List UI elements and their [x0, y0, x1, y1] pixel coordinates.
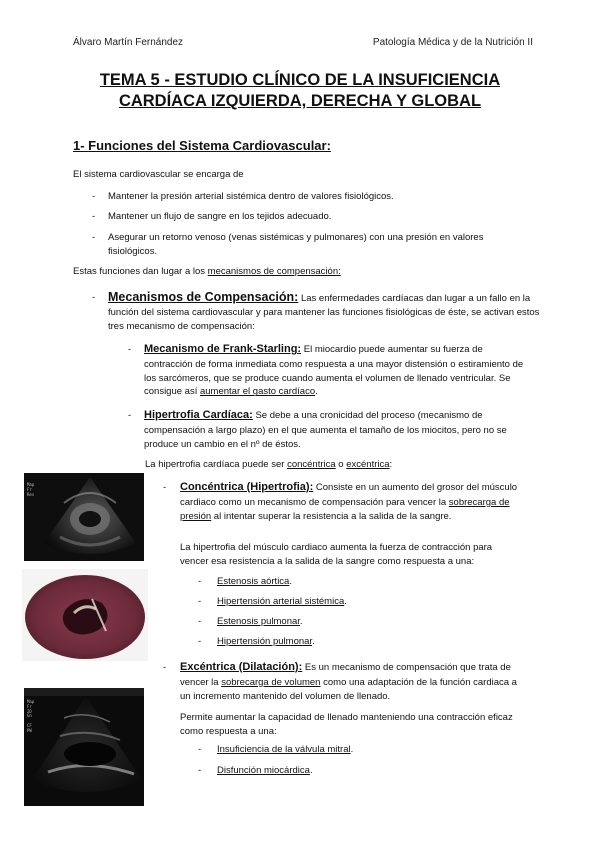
concentric-para: La hipertrofia del músculo cardiaco aumenta la fuerza de contracción para vencer esa resistencia a la salida de la sangre como respuesta a una: [180, 542, 493, 567]
frank-starling-heading: Mecanismo de Frank-Starling: [144, 343, 302, 355]
section-heading: 1- Funciones del Sistema Cardiovascular: [73, 138, 331, 153]
title-line-1: TEMA 5 - ESTUDIO CLÍNICO DE LA INSUFICIENCIA [99, 71, 501, 89]
echocardiogram-image: Map Fr 2D Gn CF PW [24, 688, 144, 806]
concentric-heading: Concéntrica (Hipertrofia): [180, 481, 314, 493]
section-intro: El sistema cardiovascular se encarga de [73, 169, 244, 180]
mechanisms-heading: Mecanismos de Compensación: [108, 290, 299, 304]
section-outro: Estas funciones dan lugar a los mecanismos de compensación: [73, 266, 341, 277]
hypertrophy-types: La hipertrofia cardíaca puede ser concéntrica o excéntrica: [145, 459, 393, 470]
mechanisms-text: Las enfermedades cardíacas dan lugar a un fallo en la función del sistema cardiovascular y para mantener las funciones fisiológicas de éste, se activan estos tres mecanismo de compensación: [108, 293, 540, 332]
echocardiogram-image: Map Fr Res [24, 473, 144, 561]
frank-starling-block: - Mecanismo de Frank-Starling: El miocardio puede aumentar su fuerza de contracción de forma inmediata como respuesta a una mayor distensión o estiramiento de los sarcómeros, que se produce cuando aumenta el volumen de llenado ventricular. Se consigue así aumentar el gasto cardíaco. [128, 343, 524, 398]
header-course: Patología Médica y de la Nutrición II [372, 37, 533, 48]
list-item: - Disfunción miocárdica. [198, 765, 313, 776]
list-item: - Hipertensión arterial sistémica. [198, 596, 347, 607]
concentric-block: - Concéntrica (Hipertrofia): Consiste en un aumento del grosor del músculo cardiaco como un mecanismo de compensación para vencer la sobrecarga de presión al intentar superar la resistencia a la salida de la sangre. [163, 481, 518, 522]
list-item: - Estenosis pulmonar. [198, 616, 303, 627]
title-line-2: CARDÍACA IZQUIERDA, DERECHA Y GLOBAL [118, 92, 482, 111]
list-item: - Insuficiencia de la válvula mitral. [198, 744, 354, 755]
hypertrophy-heading: Hipertrofia Cardíaca: [144, 409, 253, 421]
frank-starling-link: aumentar el gasto cardíaco [199, 386, 316, 398]
eccentric-block: - Excéntrica (Dilatación): Es un mecanismo de compensación que trata de vencer la sobrecarga de volumen como una adaptación de la función cardiaca a un incremento mantenido del volumen de llenado. [163, 661, 517, 702]
list-item: - Estenosis aórtica. [198, 576, 292, 587]
mechanisms-block: - Mecanismos de Compensación: Las enfermedades cardíacas dan lugar a un fallo en la función del sistema cardiovascular y para mantener las funciones fisiológicas de éste, se activan estos tres mecanismo de compensación: [92, 290, 540, 332]
hypertrophy-block: - Hipertrofia Cardíaca: Se debe a una cronicidad del proceso (mecanismo de compensación a largo plazo) en el que aumenta el tamaño de los miocitos, pero no se produce un cambio en el nº de éstos. [128, 409, 507, 450]
heart-specimen-image [22, 569, 148, 661]
page-title [40, 70, 560, 113]
header-author: Álvaro Martín Fernández [73, 37, 184, 48]
bullet-item: - Mantener la presión arterial sistémica dentro de valores fisiológicos. [92, 191, 394, 202]
bullet-item: - Mantener un flujo de sangre en los tejidos adecuado. [92, 211, 332, 222]
eccentric-heading: Excéntrica (Dilatación): [180, 661, 303, 673]
bullet-item: - Asegurar un retorno venoso (venas sistémicas y pulmonares) con una presión en valores fisiológicos. [92, 232, 484, 257]
list-item: - Hipertensión pulmonar. [198, 636, 315, 647]
eccentric-para: Permite aumentar la capacidad de llenado manteniendo una contracción eficaz como respuesta a una: [180, 712, 513, 737]
